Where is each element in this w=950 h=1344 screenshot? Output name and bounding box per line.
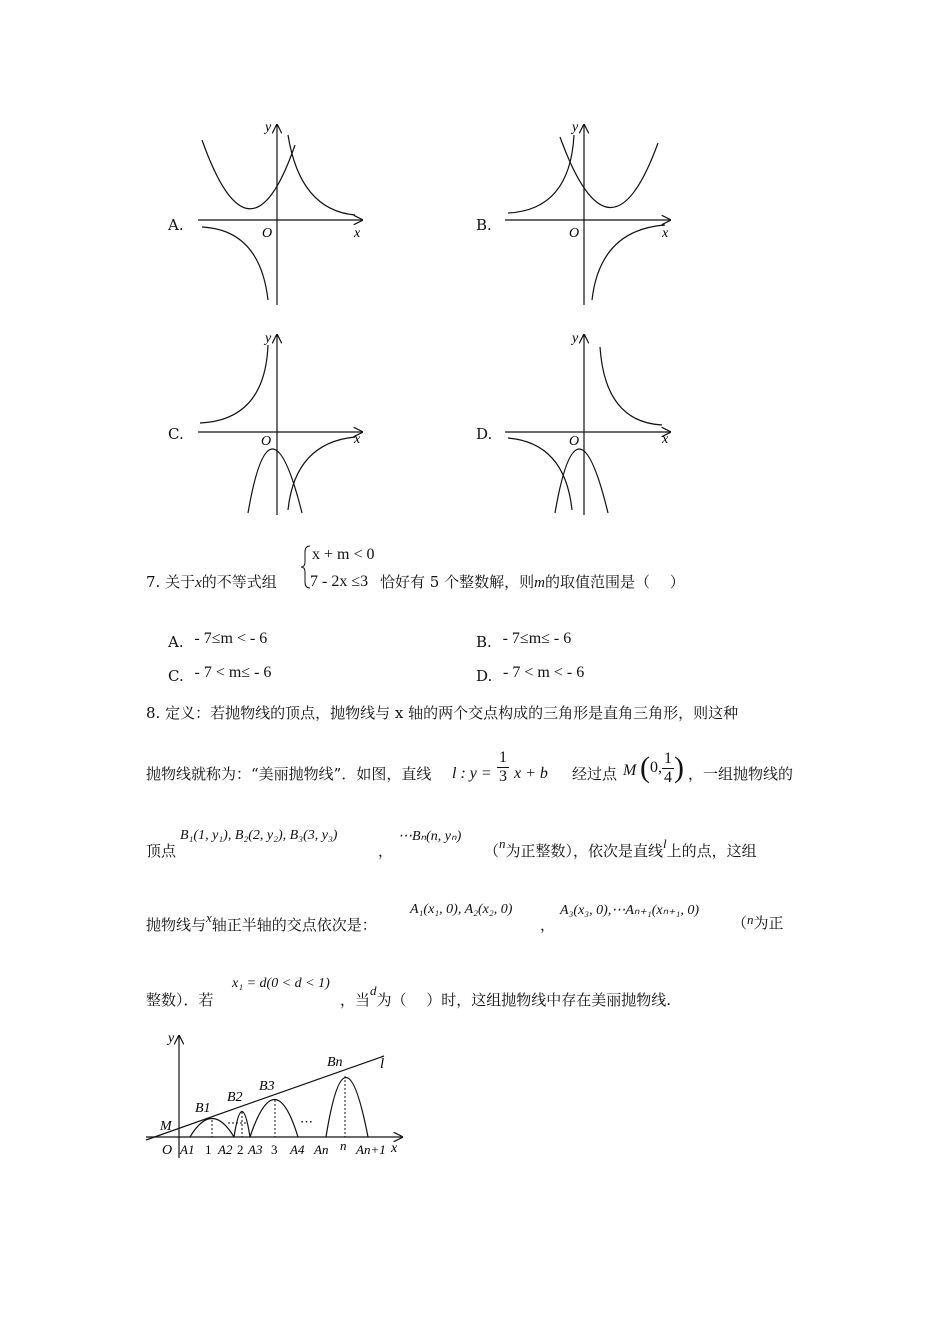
- fig-origin-label: O: [162, 1143, 173, 1158]
- fig-tick-1: 1: [205, 1142, 212, 1157]
- q7-option-c-value: - 7 < m≤ - 6: [194, 664, 272, 681]
- fig-an1-label: An+1: [356, 1142, 386, 1157]
- x-label: x: [662, 226, 669, 241]
- line-l: [146, 1056, 384, 1140]
- q7-stem-tail: 恰好有 5 个整数解，则m的取值范围是（ ）: [380, 573, 685, 591]
- origin-label: O: [261, 434, 272, 449]
- fig-m-label: M: [160, 1119, 172, 1134]
- q8-line-2-tail: ，一组抛物线的: [688, 765, 794, 783]
- q8-intersections-a3-an1: A₃(x₃, 0),⋯Aₙ₊₁(xₙ₊₁, 0): [560, 903, 700, 918]
- q8-line-5-tail: ，当d为（ ）时，这组抛物线中存在美丽抛物线.: [340, 983, 672, 1009]
- q8-number: 8.: [146, 704, 161, 722]
- fig-a1-label: A1: [180, 1142, 195, 1157]
- parabola-3: [250, 1100, 298, 1138]
- q8-line-2: 抛物线就称为：“美丽抛物线”．如图，直线: [146, 765, 432, 783]
- q8-vertex-bn: ⋯Bₙ(n, yₙ): [398, 829, 462, 844]
- q7-option-b-value: - 7≤m≤ - 6: [502, 630, 572, 647]
- q7-number: 7.: [146, 573, 161, 591]
- hyperbola-branch: [202, 227, 268, 300]
- y-label: y: [265, 120, 272, 135]
- q7-option-d[interactable]: D. - 7 < m < - 6: [476, 664, 585, 685]
- origin-label: O: [569, 434, 580, 449]
- q6-graph-c[interactable]: [190, 325, 370, 520]
- fig-l-label: l: [380, 1056, 385, 1072]
- y-label: y: [572, 120, 579, 135]
- y-label: y: [572, 331, 579, 346]
- q8-intersections-a1-a2: A₁(x₁, 0), A₂(x₂, 0): [410, 902, 513, 917]
- q8-line-equation-rest: x + b: [514, 765, 548, 782]
- fig-x-label: x: [391, 1141, 398, 1156]
- q8-line-5-head: 整数）．若: [146, 991, 214, 1009]
- q7-inequality-2: 7 - 2x ≤3: [310, 573, 369, 590]
- q6-graph-b[interactable]: [500, 115, 680, 310]
- q7-stem: 7. 关于x的不等式组: [146, 573, 277, 591]
- q8-slope-fraction: $\frac{1}{3}$: [499, 749, 507, 785]
- q8-point-m-coords: (0, $\frac{1}{4}$ ): [640, 750, 684, 786]
- q8-line-1: 8. 定义：若抛物线的顶点，抛物线与 x 轴的两个交点构成的三角形是直角三角形，则这种: [146, 704, 739, 722]
- q6-option-d-label[interactable]: D.: [476, 425, 493, 443]
- fig-b2-label: B2: [227, 1090, 243, 1105]
- q8-line-4-head: 抛物线与x轴正半轴的交点依次是：: [146, 910, 377, 934]
- x-label: x: [354, 226, 361, 241]
- origin-label: O: [262, 226, 273, 241]
- origin-label: O: [569, 226, 580, 241]
- q8-line-4-tail: （n为正: [732, 912, 784, 932]
- q8-line-3-tail: （n为正整数），依次是直线l上的点，这组: [484, 836, 757, 860]
- q8-comma: ，: [378, 842, 394, 860]
- parabola-curve: [560, 137, 658, 208]
- q6-option-b-label[interactable]: B.: [476, 216, 492, 234]
- hyperbola-branch: [592, 225, 665, 300]
- x-label: x: [662, 432, 669, 447]
- q6-option-c-label[interactable]: C.: [168, 425, 184, 443]
- fig-tick-3: 3: [271, 1142, 278, 1157]
- hyperbola-branch: [508, 438, 572, 510]
- fig-a2-label: A2: [218, 1142, 233, 1157]
- fig-tick-2: 2: [237, 1142, 244, 1157]
- fig-b1-label: B1: [195, 1101, 211, 1116]
- hyperbola-branch: [200, 345, 268, 423]
- q8-line-3-head: 顶点: [146, 842, 177, 860]
- q7-option-d-value: - 7 < m < - 6: [503, 664, 585, 681]
- fig-tick-n: n: [340, 1138, 347, 1153]
- x-label: x: [354, 432, 361, 447]
- fig-a3-label: A3: [248, 1142, 263, 1157]
- parabola-curve: [202, 140, 295, 209]
- fig-a4-label: A4: [290, 1142, 305, 1157]
- fig-b3-label: B3: [259, 1079, 275, 1094]
- q7-option-b[interactable]: B. - 7≤m≤ - 6: [476, 630, 572, 651]
- q6-graph-d[interactable]: [500, 325, 680, 520]
- hyperbola-branch: [288, 135, 355, 215]
- q8-vertices-b: B₁(1, y₁), B₂(2, y₂), B₃(3, y₃): [180, 828, 338, 843]
- q7-inequality-1: x + m < 0: [312, 546, 375, 563]
- parabola-curve: [555, 449, 608, 513]
- q7-option-a[interactable]: A. - 7≤m < - 6: [168, 630, 268, 651]
- fig-an-label: An: [314, 1142, 329, 1157]
- q7-option-c[interactable]: C. - 7 < m≤ - 6: [168, 664, 272, 685]
- q8-point-m: M: [623, 762, 637, 779]
- q8-line-equation: l : y =: [452, 765, 492, 782]
- q8-condition: x₁ = d(0 < d < 1): [232, 976, 330, 991]
- q8-comma-2: ，: [540, 916, 556, 934]
- fig-bn-label: Bn: [327, 1055, 343, 1070]
- q6-option-a-label[interactable]: A.: [168, 216, 184, 234]
- parabola-n: [326, 1078, 368, 1138]
- q7-option-a-value: - 7≤m < - 6: [194, 630, 268, 647]
- y-label: y: [265, 331, 272, 346]
- q8-passes-through: 经过点: [572, 765, 618, 783]
- q6-graph-a[interactable]: [190, 115, 370, 310]
- fig-y-label: y: [168, 1031, 175, 1046]
- hyperbola-branch: [600, 347, 662, 425]
- fig-ellipsis: ⋯: [300, 1114, 313, 1129]
- q8-figure[interactable]: [140, 1028, 410, 1163]
